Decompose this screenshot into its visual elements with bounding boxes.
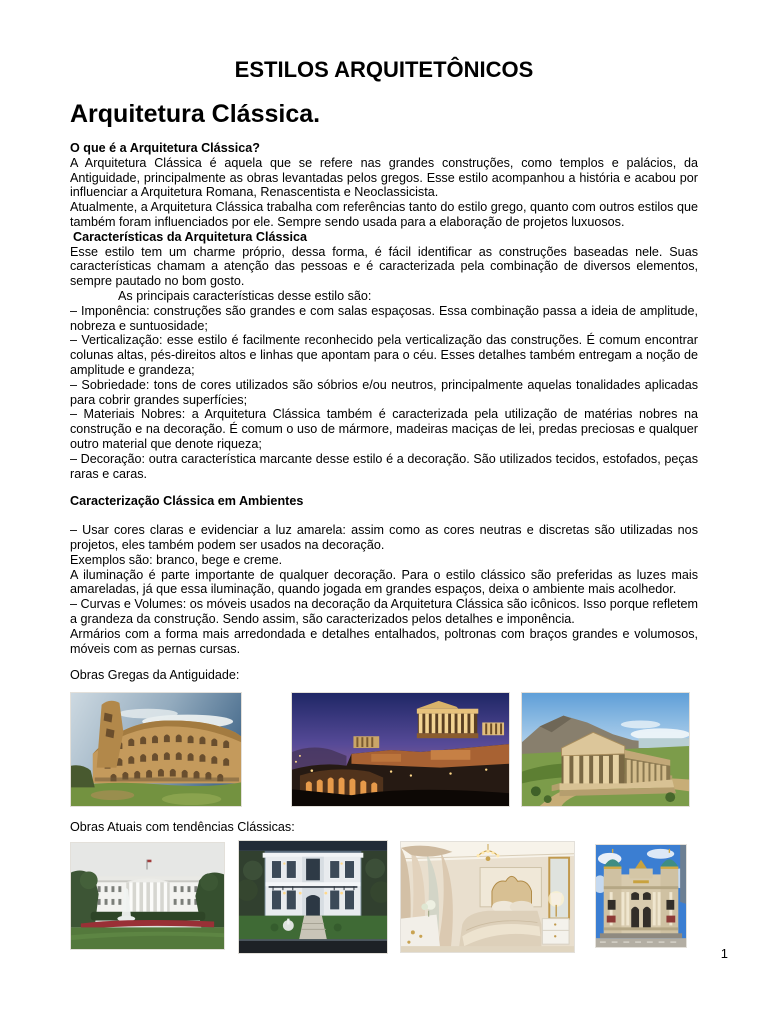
list-item-imponencia: – Imponência: construções são grandes e com salas espaçosas. Essa combinação passa a ideia de amplitude, nobreza e suntuosidade; (70, 303, 698, 333)
photo-classic-bedroom (400, 841, 575, 953)
subheading-characteristics: Características da Arquitetura Clássica (73, 229, 308, 244)
photo-colosseum (70, 692, 242, 807)
classical-mansion-illustration (239, 841, 387, 953)
label-modern-works: Obras Atuais com tendências Clássicas: (70, 820, 295, 835)
list-item-decoracao: – Decoração: outra característica marcante desse estilo é a decoração. São utilizados tecidos, estofados, peças raras e caras. (70, 451, 698, 481)
acropolis-night-illustration (292, 693, 509, 806)
greek-temple-illustration (522, 693, 689, 806)
paragraph-ambientes-5: Armários com a forma mais arredondada e detalhes entalhados, poltronas com braços grandes e volumosos, móveis com as pernas cursas. (70, 626, 698, 656)
colosseum-illustration (71, 693, 241, 806)
paragraph-characteristics-intro: Esse estilo tem um charme próprio, dessa forma, é fácil identificar as construções baseadas nele. Suas características chamam a atenção das pessoas e é caracterizada pela combinação de diversos elementos, sempre pautado no bom gosto. (70, 244, 698, 289)
list-item-materiais-nobres: – Materiais Nobres: a Arquitetura Clássica também é caracterizada pela utilização de matérias nobres na construção e na decoração. É comum o uso de mármore, madeiras maciças de lei, predas preciosas e qualquer outro material que denote riqueza; (70, 407, 698, 451)
photo-white-house (70, 842, 225, 950)
white-house-illustration (71, 843, 224, 949)
photo-classical-mansion (238, 840, 388, 954)
photo-municipal-theatre (595, 844, 687, 948)
paragraph-ambientes-4: – Curvas e Volumes: os móveis usados na decoração da Arquitetura Clássica são icônicos. Isso porque refletem a grandeza da construção. Sendo assim, são caracterizados pelos detalhes e imponência. (70, 597, 698, 626)
modern-images-row (70, 840, 698, 954)
photo-greek-temple (521, 692, 690, 807)
paragraph-ambientes-1: – Usar cores claras e evidenciar a luz amarela: assim como as cores neutras e discretas são utilizadas nos projetos, eles também podem ser usados na decoração. (70, 523, 698, 552)
section-heading: Arquitetura Clássica. (70, 100, 321, 128)
page-title: ESTILOS ARQUITETÔNICOS (234, 57, 534, 82)
paragraph-ambientes-3: A iluminação é parte importante de qualquer decoração. Para o estilo clássico são preferidas as luzes mais amareladas, já que essa iluminação, quando jogada em grandes espaços, deixa o ambiente mais acolhedor. (70, 567, 698, 597)
subheading-ambientes: Caracterização Clássica em Ambientes (70, 494, 304, 509)
document-content (0, 57, 768, 954)
subheading-what-is: O que é a Arquitetura Clássica? (70, 141, 260, 155)
municipal-theatre-illustration (596, 845, 686, 947)
paragraph-ambientes-2: Exemplos são: branco, bege e creme. (70, 552, 283, 567)
greek-images-row (70, 692, 698, 807)
ambientes-block (70, 523, 698, 656)
paragraph-what-is-1: A Arquitetura Clássica é aquela que se refere nas grandes construções, como templos e palácios, da Antiguidade, principalmente as obras levantadas pelos gregos. Esse estilo acompanhou a história e acabou por influenciar a Arquitetura Romana, Renascentista e Neoclassicista. (70, 155, 698, 200)
page-number: 1 (720, 946, 728, 961)
intro-and-characteristics-block (70, 141, 698, 481)
list-item-verticalizacao: – Verticalização: esse estilo é facilmente reconhecido pela verticalização das construções. É comum encontrar colunas altas, pés-direitos altos e linhas que apontam para o céu. Esses detalhes também entregam a noção de amplitude e grandeza; (70, 333, 698, 377)
classic-bedroom-illustration (401, 842, 574, 952)
label-greek-works: Obras Gregas da Antiguidade: (70, 668, 240, 683)
list-item-sobriedade: – Sobriedade: tons de cores utilizados são sóbrios e/ou neutros, principalmente aquelas tonalidades aplicadas para cobrir grandes superfícies; (70, 377, 698, 407)
paragraph-characteristics-leadin: As principais características desse estilo são: (118, 288, 372, 303)
photo-acropolis-night (291, 692, 510, 807)
paragraph-what-is-2: Atualmente, a Arquitetura Clássica trabalha com referências tanto do estilo grego, quanto com outros estilos que também foram influenciados por ele. Sempre sendo usada para a elaboração de projetos luxuosos. (70, 200, 698, 229)
